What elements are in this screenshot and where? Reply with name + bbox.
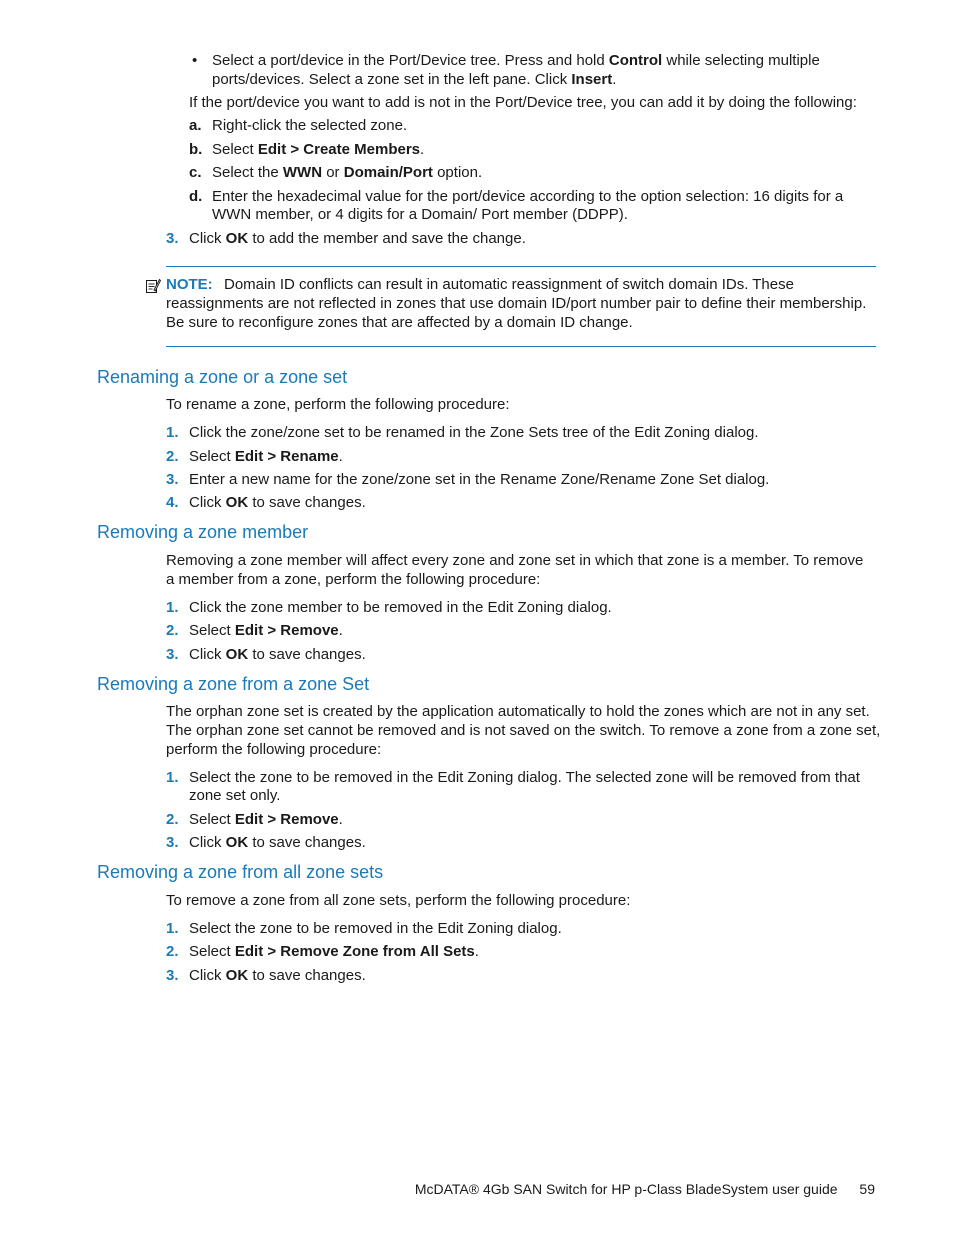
remove-member-step-1: Click the zone member to be removed in the Edit Zoning dialog. — [189, 599, 612, 616]
remove-from-set-step-3-number: 3. — [166, 834, 179, 851]
footer-title: McDATA® 4Gb SAN Switch for HP p-Class BladeSystem user guide — [414, 1181, 838, 1197]
remove-from-set-step-3: Click OK to save changes. — [189, 834, 366, 851]
substep-a: Right-click the selected zone. — [212, 117, 408, 134]
substep-d-line-2: WWN member, or 4 digits for a Domain/ Port member (DDPP). — [212, 206, 628, 223]
remove-from-all-step-2: Select Edit > Remove Zone from All Sets. — [189, 943, 479, 960]
heading-remove-from-set: Removing a zone from a zone Set — [97, 674, 370, 694]
substep-label-d: d. — [189, 188, 203, 205]
note-line-3: Be sure to reconfigure zones that are affected by a domain ID change. — [166, 314, 633, 331]
note-rule-top — [166, 266, 876, 267]
note-line-2: reassignments are not reflected in zones that use domain ID/port number pair to define their membership. — [166, 295, 867, 312]
remove-from-all-step-3-number: 3. — [166, 967, 179, 984]
step-number: 3. — [166, 230, 179, 247]
heading-rename: Renaming a zone or a zone set — [97, 367, 348, 387]
remove-from-set-step-2-number: 2. — [166, 811, 179, 828]
remove-member-intro-1: Removing a zone member will affect every zone and zone set in which that zone is a member. To remove — [166, 552, 864, 569]
remove-from-set-step-1-line-2: zone set only. — [189, 787, 281, 804]
remove-member-step-2-number: 2. — [166, 622, 179, 639]
heading-remove-from-all: Removing a zone from all zone sets — [97, 862, 384, 882]
remove-from-set-intro-2: The orphan zone set cannot be removed and is not saved on the switch. To remove a zone from a zone set, — [166, 722, 881, 739]
substep-b: Select Edit > Create Members. — [212, 141, 425, 158]
substep-d-line-1: Enter the hexadecimal value for the port/device according to the option selection: 16 digits for a — [212, 188, 844, 205]
remove-from-set-intro-3: perform the following procedure: — [166, 741, 382, 758]
note-icon — [145, 278, 161, 294]
remove-from-all-step-2-number: 2. — [166, 943, 179, 960]
note-label: NOTE: — [166, 276, 213, 293]
remove-from-set-step-1-number: 1. — [166, 769, 179, 786]
remove-member-intro-2: a member from a zone, perform the following procedure: — [166, 571, 541, 588]
note-line-1: Domain ID conflicts can result in automatic reassignment of switch domain IDs. These — [224, 276, 794, 293]
bullet-dot: • — [192, 52, 198, 69]
step-text: Click OK to add the member and save the change. — [189, 230, 526, 247]
remove-from-set-step-1-line-1: Select the zone to be removed in the Edit Zoning dialog. The selected zone will be removed from that — [189, 769, 860, 786]
rename-step-4: Click OK to save changes. — [189, 494, 366, 511]
bullet-line-2: ports/devices. Select a zone set in the left pane. Click Insert. — [212, 71, 617, 88]
remove-from-all-step-3: Click OK to save changes. — [189, 967, 366, 984]
remove-member-step-3: Click OK to save changes. — [189, 646, 366, 663]
bullet-line-1: Select a port/device in the Port/Device tree. Press and hold Control while selecting multiple — [212, 52, 820, 69]
rename-step-3-number: 3. — [166, 471, 179, 488]
note-rule-bottom — [166, 346, 876, 347]
substep-label-b: b. — [189, 141, 203, 158]
remove-member-step-2: Select Edit > Remove. — [189, 622, 343, 639]
footer-page-number: 59 — [859, 1181, 875, 1197]
rename-step-3: Enter a new name for the zone/zone set in the Rename Zone/Rename Zone Set dialog. — [189, 471, 770, 488]
rename-step-2: Select Edit > Rename. — [189, 448, 343, 465]
substep-label-c: c. — [189, 164, 202, 181]
remove-member-step-1-number: 1. — [166, 599, 179, 616]
remove-from-set-intro-1: The orphan zone set is created by the application automatically to hold the zones which are not in any set. — [166, 703, 870, 720]
page-footer — [415, 1180, 875, 1199]
substep-label-a: a. — [189, 117, 202, 134]
heading-remove-member: Removing a zone member — [97, 522, 309, 542]
rename-intro: To rename a zone, perform the following procedure: — [166, 396, 510, 413]
remove-from-all-intro: To remove a zone from all zone sets, perform the following procedure: — [166, 892, 631, 909]
remove-from-set-step-2: Select Edit > Remove. — [189, 811, 343, 828]
substep-intro: If the port/device you want to add is not in the Port/Device tree, you can add it by doing the following: — [189, 94, 857, 111]
substep-c: Select the WWN or Domain/Port option. — [212, 164, 483, 181]
rename-step-1-number: 1. — [166, 424, 179, 441]
remove-from-all-step-1-number: 1. — [166, 920, 179, 937]
remove-member-step-3-number: 3. — [166, 646, 179, 663]
rename-step-1: Click the zone/zone set to be renamed in the Zone Sets tree of the Edit Zoning dialog. — [189, 424, 759, 441]
remove-from-all-step-1: Select the zone to be removed in the Edit Zoning dialog. — [189, 920, 562, 937]
rename-step-2-number: 2. — [166, 448, 179, 465]
rename-step-4-number: 4. — [166, 494, 179, 511]
